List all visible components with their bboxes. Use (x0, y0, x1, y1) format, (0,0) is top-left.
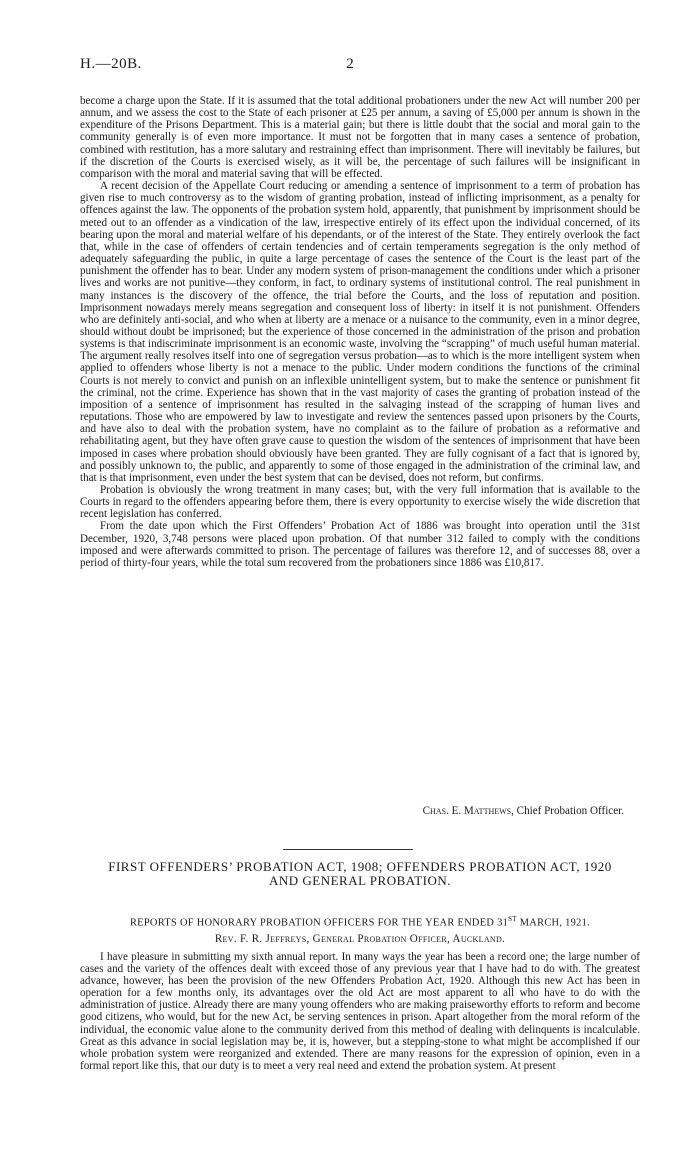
reports-heading-superscript: ST (508, 915, 517, 923)
section-title-line-2: AND GENERAL PROBATION. (268, 873, 452, 888)
report-paragraph: I have pleasure in submitting my sixth annual report. In many ways the year has been a record one; the large number of cases and the variety of the offences dealt with exceed those of any previous year that I have had to do with. The greatest advance, however, has been the provision of the new Offenders Probation Act, 1920. Although this new Act has been in operation for a few months only, its advantages over the old Act are most apparent to all who have to do with the administration of justice. Already there are many young offenders who are making praiseworthy efforts to reform and become good citizens, who would, but for the new Act, be serving sentences in prison. Apart altogether from the moral reform of the individual, the economic value alone to the community derived from this method of dealing with delinquents is incalculable. Great as this advance in social legislation may be, it is, however, but a stepping-stone to what might be accomplished if our whole probation system were reorganized and extended. There are many reasons for the expression of opinion, even in a formal report like this, that our duty is to meet a very real need and extend the probation system. At present (80, 951, 640, 1072)
reports-heading-suffix: MARCH, 1921. (516, 917, 591, 929)
signatory-title: , Chief Probation Officer. (511, 805, 624, 817)
paragraph-probation-treatment: Probation is obviously the wrong treatment in many cases; but, with the very full information that is available to the Courts in regard to the offenders appearing before them, there is every opportunity to exercise wisely the wide discretion that recent legislation has conferred. (80, 484, 640, 521)
page-number: 2 (346, 56, 354, 72)
reports-heading-text: REPORTS OF HONORARY PROBATION OFFICERS FOR THE YEAR ENDED 31 (129, 917, 509, 929)
page-header (80, 56, 620, 82)
paragraph-statistics: From the date upon which the First Offenders’ Probation Act of 1886 was brought into operation until the 31st December, 1920, 3,748 persons were placed upon probation. Of that number 312 failed to comply with the conditions imposed and were afterwards committed to prison. The percentage of failures was therefore 12, and of successes 88, over a period of thirty-four years, while the total sum recovered from the probationers since 1886 was £10,817. (80, 520, 640, 569)
signature (423, 805, 624, 817)
section-divider (283, 849, 413, 850)
report-body (80, 95, 640, 569)
paragraph-appellate-court: A recent decision of the Appellate Court reducing or amending a sentence of imprisonment to a term of probation has given rise to much controversy as to the wisdom of granting probation, instead of inflicting imprisonment, as a penalty for offences against the law. The opponents of the probation system hold, apparently, that punishment by imprisonment should be meted out to an offender as a vindication of the law, irrespective entirely of its effect upon the individual concerned, of its bearing upon the moral and material welfare of his dependants, or of the interest of the State. They entirely overlook the fact that, while in the case of offenders of certain tendencies and of certain temperaments segregation is the only method of adequately safeguarding the public, in quite a large percentage of cases the sentence of the Court is the least part of the punishment the offender has to bear. Under any modern system of prison-management the conditions under which a prisoner lives and works are not punitive—they conform, in fact, to ordinary systems of institutional control. The real punishment in many instances is the discovery of the offence, the trial before the Courts, and the loss of reputation and position. Imprisonment nowadays merely means segregation and consequent loss of liberty: in itself it is not punishment. Offenders who are definitely anti-social, and who when at liberty are a menace or a nuisance to the community, even in a minor degree, should without doubt be imprisoned; but the experience of those concerned in the administration of the prison and probation systems is that indiscriminate imprisonment is an economic waste, involving the “scrapping” of much useful human material. The argument really resolves itself into one of segregation versus probation—as to which is the more intelligent system when applied to offenders whose liberty is not a menace to the public. Under modern conditions the functions of the criminal Courts is not merely to convict and punish on an inflexible unintelligent system, but to make the sentence or punishment fit the criminal, not the crime. Experience has shown that in the vast majority of cases the granting of probation instead of the imposition of a sentence of imprisonment has resulted in the salvaging instead of the scrapping of human lives and reputations. Those who are empowered by law to investigate and review the sentences passed upon prisoners by the Courts, and have also to deal with the probation system, have no complaint as to the failure of probation as a reformative and rehabilitating agent, but they have often grave cause to question the wisdom of the sentences of imprisonment that have been imposed in cases where probation should obviously have been granted. They are fully cognisant of a fact that is ignored by, and possibly unknown to, the public, and apparently to some of those engaged in the administration of the criminal law, and that is that imprisonment, even under the best system that can be devised, does not reform, but confirms. (80, 180, 640, 484)
auckland-report-body (80, 951, 640, 1072)
section-title-line-1: FIRST OFFENDERS’ PROBATION ACT, 1908; OFFENDERS PROBATION ACT, 1920 (108, 859, 612, 874)
report-author: Rev. F. R. Jeffreys, General Probation Officer, Auckland. (214, 933, 506, 945)
signatory-name: Chas. E. Matthews (422, 805, 512, 817)
paragraph-continuation: become a charge upon the State. If it is assumed that the total additional probationers under the new Act will number 200 per annum, and we assess the cost to the State of each prisoner at £25 per annum, a saving of £5,000 per annum is shown in the expenditure of the Prisons Department. This is a material gain; but there is little doubt that the social and moral gain to the community generally is of even more importance. It must not be forgotten that in many cases a sentence of probation, combined with restitution, has a more salutary and restraining effect than imprisonment. There will inevitably be failures, but if the discretion of the Courts is exercised wisely, as it will be, the percentage of such failures will be insignificant in comparison with the moral and material saving that will be effected. (80, 95, 640, 180)
reports-heading (80, 915, 640, 928)
document-reference: H.—20B. (80, 56, 142, 72)
section-title (80, 860, 640, 888)
